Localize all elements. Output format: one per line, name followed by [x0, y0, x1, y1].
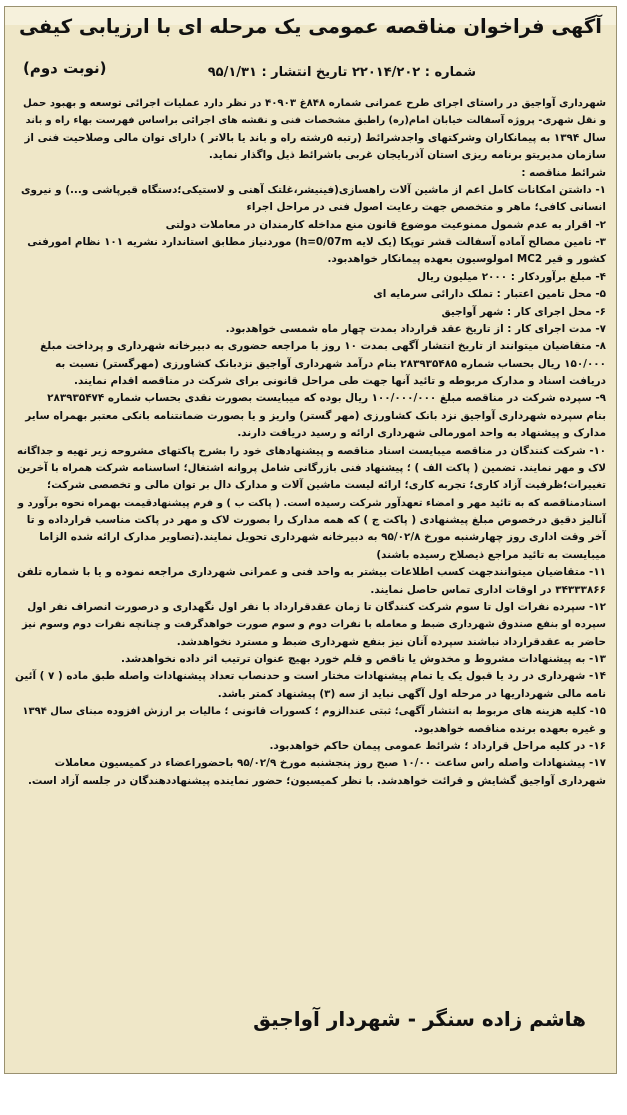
condition-line: بنام سپرده شهرداری آواجیق نزد بانک کشاورزی (مهر گستر) واریز و یا بصورت ضمانتنامه بانکی معتبر بهمراه سایر	[25, 409, 606, 422]
notice-number-date: شماره : ۲۲۰۱۴/۲۰۲ تاریخ انتشار : ۹۵/۱/۳۱	[207, 65, 476, 80]
condition-line: ۱۷- پیشنهادات واصله راس ساعت ۱۰/۰۰ صبح روز پنجشنبه مورخ ۹۵/۰۲/۹ باحضوراعضاء در کمیسیون معاملات	[54, 757, 606, 770]
condition-line: ۸- متقاضیان میتوانند از تاریخ انتشار آگهی بمدت ۱۰ روز با مراجعه حضوری به دبیرخانه شهرداری و پرداخت مبلغ	[40, 340, 606, 353]
condition-line: دریافت اسناد و مدارک مربوطه و تائید آنها جهت طی مراحل قانونی برای شرکت در مناقصه اقدام نمایند.	[74, 375, 606, 387]
newspaper-clipping	[4, 6, 617, 1074]
condition-line: کشور و قیر MC2 امولوسیون بعهده پیمانکار خواهدبود.	[327, 253, 606, 266]
condition-line: اسنادمناقصه که به تائید مهر و امضاء تعهدآور شرکت رسیده است. ( پاکت ب ) و فرم پیشنهادقیمت بهمراه نحوه برآورد و	[17, 497, 606, 509]
condition-line: ۱۲- سپرده نفرات اول تا سوم شرکت کنندگان تا زمان عقدقرارداد با نفر اول نگهداری و درصورت انصراف نفر اول	[27, 600, 606, 613]
condition-line: ۱۳- به پیشنهادات مشروط و مخدوش یا ناقص و قلم خورد بهیچ عنوان ترتیب اثر داده نخواهدشد.	[121, 653, 606, 665]
condition-line: میبایست به تائید مراجع ذیصلاح رسیده باشند)	[376, 548, 606, 561]
condition-line: ۶- محل اجرای کار : شهر آواجیق	[441, 305, 606, 318]
condition-line: نامه مالی شهرداریها در مرحله اول آگهی نباید از سه (۳) پیشنهاد کمتر باشد.	[217, 687, 606, 700]
conditions-heading: شرائط مناقصه :	[521, 166, 606, 179]
intro-line: شهرداری آواجیق در راستای اجرای طرح عمرانی شماره ۸۴۸غ ۴۰۹۰۳ در نظر دارد عملیات اجرائی توسعه و بهبود حمل	[23, 98, 606, 109]
condition-line: ۴- مبلغ برآوردکار : ۲۰۰۰ میلیون ریال	[417, 270, 606, 283]
intro-line: سال ۱۳۹۴ به پیمانکاران وشرکتهای واجدشرائط (رتبه ۵رشته راه و باند یا بالاتر ) دارای توان مالی وصلاحیت فنی از	[24, 131, 606, 144]
condition-line: ۱۵- کلیه هزینه های مربوط به انتشار آگهی؛ ثبتی عندالزوم ؛ کسورات قانونی ؛ مالیات بر ارزش افزوده مبنای سال ۱۳۹۴	[22, 706, 606, 718]
condition-line: شهرداری آواجیق گشایش و قرائت خواهدشد. با نظر کمیسیون؛ حضور نماینده پیشنهاددهندگان در جلسه آزاد است.	[27, 774, 606, 787]
notice-title: آگهی فراخوان مناقصه عمومی یک مرحله ای با ارزیابی کیفی	[19, 15, 602, 38]
condition-line: ۱- داشتن امکانات کامل اعم از ماشین آلات راهسازی(فینیشر،غلتک آهنی و لاستیکی؛دستگاه قیرپاشی و...) و نیروی	[20, 183, 606, 196]
condition-line: ۵- محل تامین اعتبار : تملک دارائی سرمایه ای	[373, 288, 606, 301]
signature-line: هاشم زاده سنگر - شهردار آواجیق	[253, 1007, 586, 1031]
notice-round: (نوبت دوم)	[23, 59, 107, 77]
condition-line: ۱۴- شهرداری در رد یا قبول یک یا تمام پیشنهادات مختار است و حدنصاب تعداد پیشنهادات واصله طبق ماده ( ۷ ) آئین	[15, 670, 606, 683]
condition-line: ۲- اقرار به عدم شمول ممنوعیت موضوع قانون منع مداخله کارمندان در معاملات دولتی	[165, 218, 606, 231]
condition-line: مدارک و پیشنهاد به واحد امورمالی شهرداری ارائه و رسید دریافت دارند.	[237, 427, 606, 440]
condition-line: لاک و مهر نمایند. تضمین ( پاکت الف ) ؛ پیشنهاد فنی بازرگانی شامل پروانه اشتغال؛ اساسنامه شرکت همراه با آخرین	[17, 462, 606, 474]
condition-line: سپرده او بنفع صندوق شهرداری ضبط و معامله با نفرات دوم و سوم صورت خواهدگرفت و چنانچه نفرات دوم وسوم نیز	[21, 619, 606, 631]
intro-line: و نقل شهری- پروژه آسفالت خیابان امام(ره) راطبق مشخصات فنی و نقشه های اجرائی براساس فهرست بهاء راه و باند	[25, 115, 606, 127]
condition-line: ۱۶- در کلیه مراحل قرارداد ؛ شرائط عمومی پیمان حاکم خواهدبود.	[269, 739, 606, 752]
condition-line: حاضر به عقدقرارداد نباشند سپرده آنان نیز بنفع شهرداری ضبط و مسترد نخواهدشد.	[176, 635, 606, 648]
condition-line: و غیره بعهده برنده مناقصه خواهدبود.	[413, 722, 606, 735]
condition-line: ۹- سپرده شرکت در مناقصه مبلغ ۱۰۰/۰۰۰/۰۰۰ ریال بوده که میبایست بصورت نقدی بحساب شماره ۲۸۳۹۳۵۴۷۴	[47, 392, 606, 405]
condition-line: ۱۰- شرکت کنندگان در مناقصه میبایست اسناد مناقصه و پیشنهادهای خود را بشرح پاکتهای مشروحه زیر تهیه و جداگانه	[17, 445, 606, 457]
condition-line: آنالیز دقیق درخصوص مبلغ پیشنهادی ( پاکت ج ) که همه مدارک را بصورت لاک و مهر در پاکت مناسب قرارداده و تا	[26, 514, 606, 526]
notice-body	[15, 95, 606, 790]
intro-line: سازمان مدیریتو برنامه ریزی استان آذربایجان غربی باشرائط ذیل واگذار نماید.	[208, 149, 606, 162]
condition-line: ۱۵۰/۰۰۰ ریال بحساب شماره ۲۸۳۹۳۵۴۸۵ بنام درآمد شهرداری آواجیق نزدبانک کشاورزی (مهرگستر) نسبت به	[55, 357, 606, 370]
condition-line: ۳۴۳۳۳۸۶۶ در اوقات اداری تماس حاصل نمایند.	[370, 583, 606, 596]
condition-line: ۳- تامین مصالح آماده آسفالت قشر توپکا (یک لایه h=0/07m) موردنیاز مطابق استاندارد نشریه ۱۰۱ نظام امورفنی	[27, 236, 606, 248]
condition-line: ۷- مدت اجرای کار : از تاریخ عقد قرارداد بمدت چهار ماه شمسی خواهدبود.	[225, 322, 606, 335]
condition-line: انسانی کافی؛ ماهر و متخصص جهت رعایت اصول فنی در مراحل اجراء	[246, 201, 606, 214]
condition-line: تغییرات؛ظرفیت آزاد کاری؛ تجربه کاری؛ ارائه لیست ماشین آلات و مدارک دال بر توان مالی و تخصصی شرکت؛	[47, 479, 606, 492]
condition-line: آخر وقت اداری روز چهارشنبه مورخ ۹۵/۰۲/۸ به دبیرخانه شهرداری تحویل نمایند.(تصاویر مدارک ارائه شده الزاما	[39, 531, 606, 544]
condition-line: ۱۱- متقاضیان میتوانندجهت کسب اطلاعات بیشتر به واحد فنی و عمرانی شهرداری مراجعه نموده و یا با شماره تلفن	[17, 566, 606, 579]
